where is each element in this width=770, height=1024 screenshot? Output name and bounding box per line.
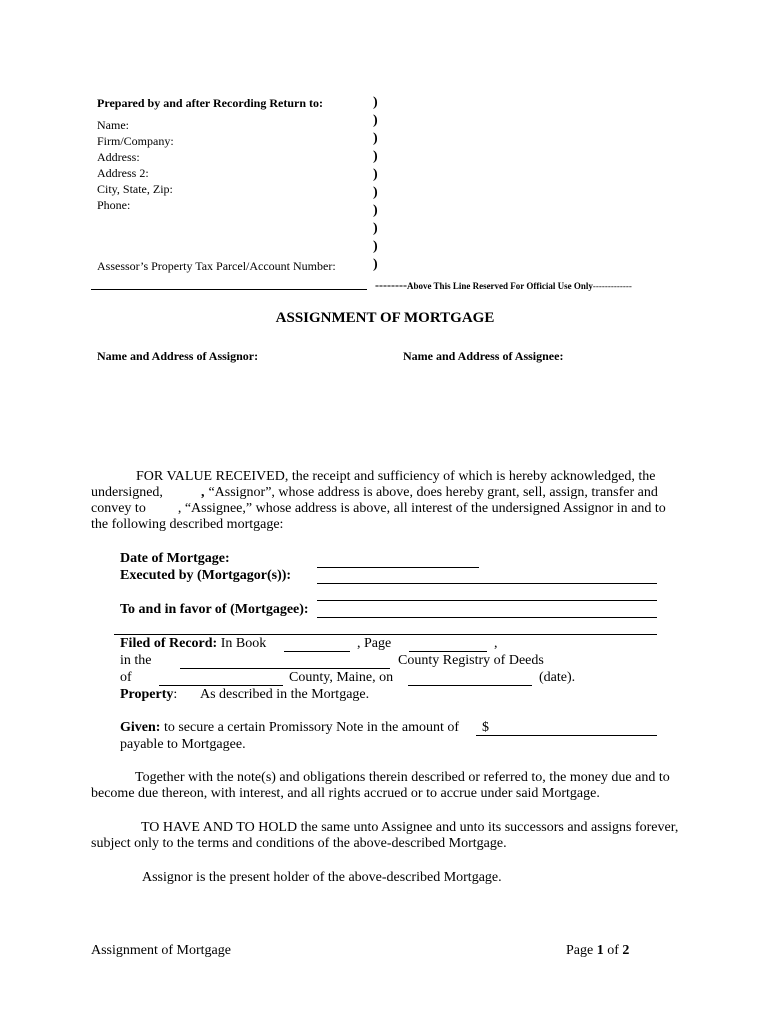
registry-of-deeds-text: County Registry of Deeds [398, 653, 544, 668]
dollar-sign: $ [482, 720, 489, 735]
bracket-paren: ) [373, 239, 378, 254]
recital-line [91, 485, 658, 501]
recital-line: the following described mortgage: [91, 517, 284, 532]
current-page: 1 [596, 943, 604, 958]
in-book-text: In Book [220, 636, 267, 651]
page-text: , Page [357, 636, 392, 651]
bracket-paren: ) [373, 149, 378, 164]
bracket-paren: ) [373, 167, 378, 182]
page-comma: , [494, 636, 498, 651]
mortgagor-line-2 [317, 600, 657, 601]
note-amount-line [476, 735, 657, 736]
filed-of-record-label: Filed of Record: [120, 636, 218, 651]
of-text: of [120, 670, 132, 685]
phone-field-label: Phone: [97, 198, 131, 212]
date-of-mortgage-label: Date of Mortgage: [120, 551, 230, 566]
convey-to-text: convey to [91, 501, 146, 516]
page-number-line [409, 651, 487, 652]
executed-by-label: Executed by (Mortgagor(s)): [120, 568, 292, 583]
total-pages: 2 [622, 943, 630, 958]
mortgagee-line [317, 617, 657, 618]
book-number-line [284, 651, 350, 652]
mortgagee-label: To and in favor of (Mortgagee): [120, 602, 309, 617]
mortgagor-line-1 [317, 583, 657, 584]
in-the-text: in the [120, 653, 152, 668]
property-row [120, 687, 177, 703]
bracket-paren: ) [373, 185, 378, 200]
page-word: Page [566, 943, 594, 958]
bracket-paren: ) [373, 221, 378, 236]
holder-paragraph: Assignor is the present holder of the above-described Mortgage. [142, 870, 502, 885]
footer-document-title: Assignment of Mortgage [91, 943, 231, 958]
reserved-dashes: -------- [375, 278, 407, 292]
together-paragraph: Together with the note(s) and obligations therein described or referred to, the money due and to become due thereon, with interest, and all rights accrued or to accrue under said Mortgage. [91, 770, 670, 801]
prepared-by-label: Prepared by and after Recording Return to: [97, 96, 323, 110]
recording-date-line [408, 685, 532, 686]
undersigned-text: undersigned, [91, 485, 163, 500]
name-field-label: Name: [97, 118, 129, 132]
footer-page-number [566, 943, 629, 959]
assignor-definition: “Assignor”, whose address is above, does hereby grant, sell, assign, transfer and [208, 485, 658, 500]
address-field-label: Address: [97, 150, 140, 164]
assignee-definition: , “Assignee,” whose address is above, all interest of the undersigned Assignor in and to [177, 501, 666, 516]
of-word: of [607, 943, 619, 958]
address2-field-label: Address 2: [97, 166, 149, 180]
bracket-paren: ) [373, 203, 378, 218]
recital-line: FOR VALUE RECEIVED, the receipt and sufficiency of which is hereby acknowledged, the [136, 469, 656, 484]
bracket-paren: ) [373, 131, 378, 146]
recital-line [91, 501, 666, 517]
given-label: Given: [120, 720, 161, 735]
firm-field-label: Firm/Company: [97, 134, 174, 148]
parcel-number-label: Assessor’s Property Tax Parcel/Account Number: [97, 259, 336, 273]
property-value: As described in the Mortgage. [200, 687, 370, 702]
given-text: to secure a certain Promissory Note in the amount of [163, 720, 460, 735]
property-label: Property [120, 687, 174, 702]
parcel-number-line [91, 289, 367, 290]
given-row [120, 720, 459, 736]
payable-text: payable to Mortgagee. [120, 737, 246, 752]
document-title: ASSIGNMENT OF MORTGAGE [275, 310, 495, 326]
bracket-paren: ) [373, 113, 378, 128]
property-colon: : [173, 687, 178, 702]
habendum-paragraph: TO HAVE AND TO HOLD the same unto Assignee and unto its successors and assigns forever, subject only to the terms and conditions of the above-described Mortgage. [91, 820, 679, 851]
registry-county-line [180, 668, 390, 669]
city-state-zip-field-label: City, State, Zip: [97, 182, 173, 196]
bracket-paren: ) [373, 95, 378, 110]
date-suffix-text: (date). [539, 670, 576, 685]
section-divider-line [114, 634, 657, 635]
county-maine-text: County, Maine, on [289, 670, 394, 685]
assignee-label: Name and Address of Assignee: [403, 349, 564, 363]
reserved-tail: ------------- [592, 281, 632, 291]
filed-of-record-row [120, 636, 266, 652]
bracket-paren: ) [373, 257, 378, 272]
reserved-text: Above This Line Reserved For Official Use Only [406, 281, 593, 291]
date-of-mortgage-line [317, 567, 479, 568]
assignor-label: Name and Address of Assignor: [97, 349, 259, 363]
county-line [159, 685, 283, 686]
reserved-line-notice [375, 276, 632, 294]
assignor-name-comma: , [200, 485, 205, 500]
